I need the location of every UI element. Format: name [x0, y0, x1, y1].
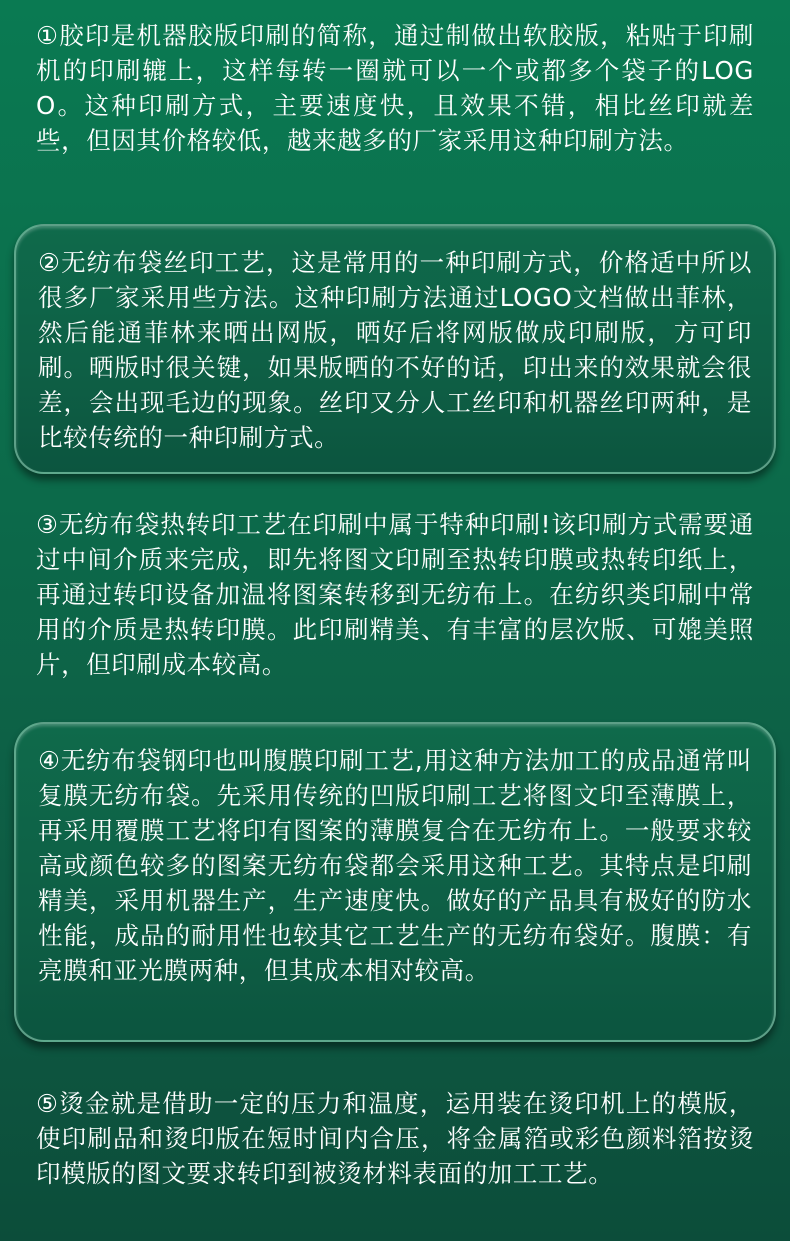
paragraph-heat-transfer: ③无纺布袋热转印工艺在印刷中属于特种印刷!该印刷方式需要通过中间介质来完成，即先将图文印刷至热转印膜或热转印纸上，再通过转印设备加温将图案转移到无纺布上。在纺织类印刷中常用的介质是热转印膜。此印刷精美、有丰富的层次版、可媲美照片，但印刷成本较高。 — [36, 510, 754, 679]
paragraph-gravure-lamination: ④无纺布袋钢印也叫腹膜印刷工艺,用这种方法加工的成品通常叫复膜无纺布袋。先采用传统的凹版印刷工艺将图文印至薄膜上，再采用覆膜工艺将印有图案的薄膜复合在无纺布上。一般要求较高或颜色较多的图案无纺布袋都会采用这种工艺。其特点是印刷精美，采用机器生产，生产速度快。做好的产品具有极好的防水性能，成品的耐用性也较其它工艺生产的无纺布袋好。腹膜：有亮膜和亚光膜两种，但其成本相对较高。 — [38, 746, 752, 985]
card-gravure-lamination — [14, 722, 776, 1042]
paragraph-screen-printing: ②无纺布袋丝印工艺，这是常用的一种印刷方式，价格适中所以很多厂家采用些方法。这种印刷方法通过LOGO文档做出菲林，然后能通菲林来晒出网版，晒好后将网版做成印刷版，方可印刷。晒版时很关键，如果版晒的不好的话，印出来的效果就会很差，会出现毛边的现象。丝印又分人工丝印和机器丝印两种，是比较传统的一种印刷方式。 — [38, 248, 752, 452]
section-hot-stamping — [14, 1086, 776, 1191]
card-screen-printing — [14, 224, 776, 474]
section-offset-printing — [14, 18, 776, 158]
paragraph-hot-stamping: ⑤烫金就是借助一定的压力和温度，运用装在烫印机上的模版，使印刷品和烫印版在短时间内合压，将金属箔或彩色颜料箔按烫印模版的图文要求转印到被烫材料表面的加工工艺。 — [36, 1089, 754, 1188]
section-heat-transfer — [14, 507, 776, 682]
paragraph-offset-printing: ①胶印是机器胶版印刷的简称，通过制做出软胶版，粘贴于印刷机的印刷辘上，这样每转一圈就可以一个或都多个袋子的LOGO。这种印刷方式，主要速度快，且效果不错，相比丝印就差些，但因其价格较低，越来越多的厂家采用这种印刷方法。 — [36, 21, 754, 155]
